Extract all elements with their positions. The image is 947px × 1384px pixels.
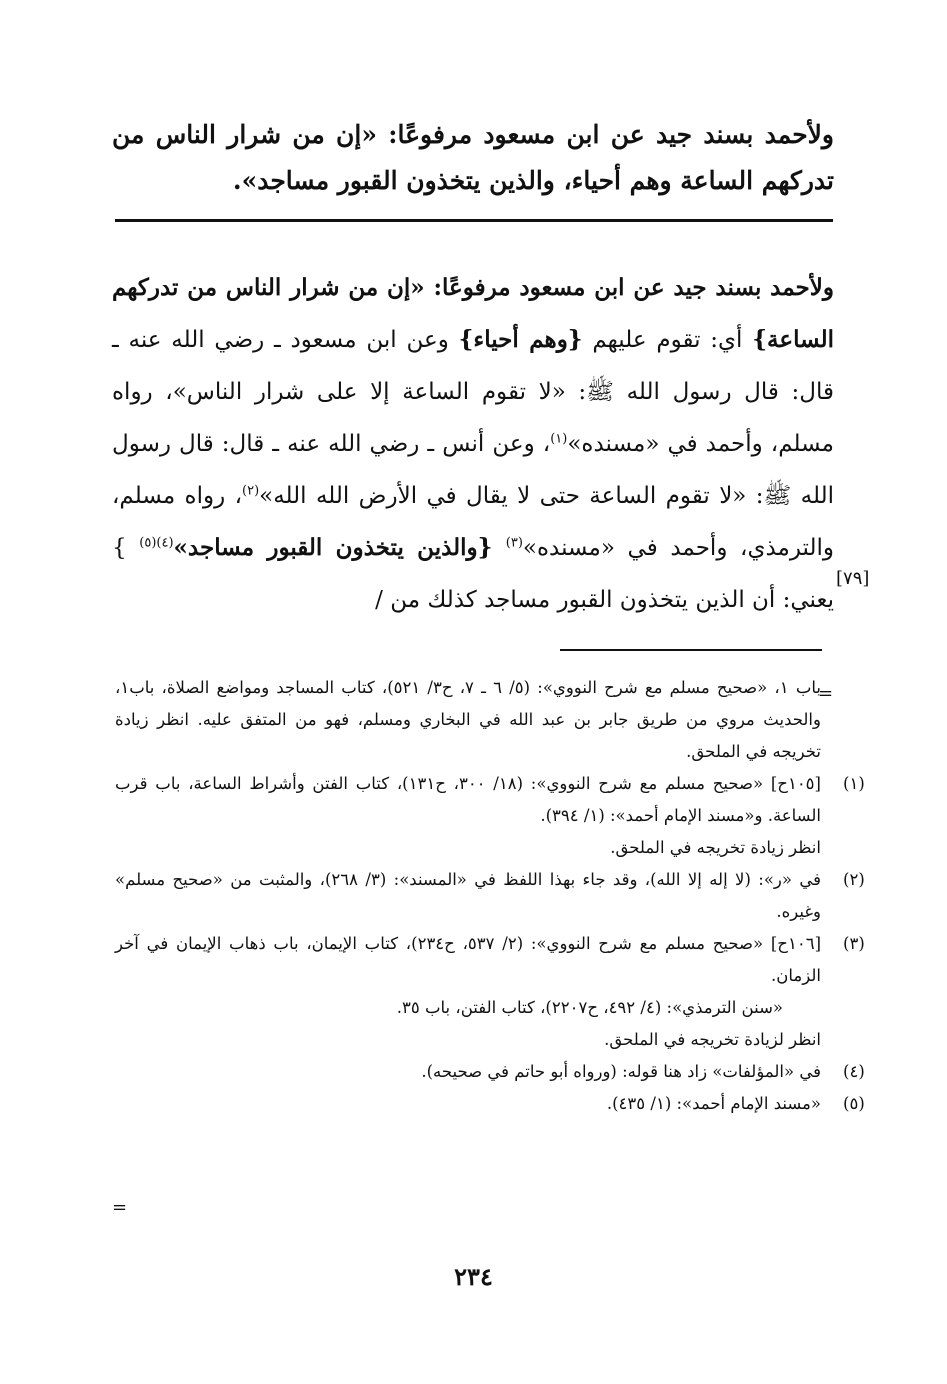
matn-phrase: {والذين يتخذون القبور مساجد» xyxy=(173,534,506,561)
footnote-text: في «المؤلفات» زاد هنا قوله: (ورواه أبو حاتم في صحيحه). xyxy=(421,1062,821,1081)
manuscript-folio-ref: [٧٩] xyxy=(836,568,870,589)
footnote-text: «سنن الترمذي»: (٤/ ٤٩٢، ح٢٢٠٧)، كتاب الفتن، باب ٣٥. xyxy=(396,998,783,1017)
footnote-text: انظر لزيادة تخريجه في الملحق. xyxy=(604,1030,821,1049)
commentary-text: أي: تقوم عليهم xyxy=(582,327,753,353)
footnote-ref[interactable]: (٤)(٥) xyxy=(139,535,174,551)
footnote-ref[interactable]: (٢) xyxy=(242,483,260,499)
footnote-text: [١٠٥ح] «صحيح مسلم مع شرح النووي»: (١٨/ ٣٠٠، ح١٣١)، كتاب الفتن وأشراط الساعة، باب قرب الساعة. و«مسند الإمام أحمد»: (١/ ٣٩٤). xyxy=(115,774,821,825)
footnote-1 xyxy=(115,768,865,864)
header-divider xyxy=(115,219,833,222)
footnote-4 xyxy=(115,1056,865,1088)
footnote-text: «مسند الإمام أحمد»: (١/ ٤٣٥). xyxy=(606,1094,821,1113)
continuation-mark-end: = xyxy=(112,1197,128,1218)
footnote-ref[interactable]: (١) xyxy=(550,431,568,447)
commentary-paragraph xyxy=(112,262,834,626)
continuation-mark: = xyxy=(818,683,834,704)
footnote-text: في «ر»: (لا إله إلا الله)، وقد جاء بهذا اللفظ في «المسند»: (٣/ ٢٦٨)، والمثبت من «صحيح مسلم» وغيره. xyxy=(115,870,821,921)
footnote-5 xyxy=(115,1088,865,1120)
footnote-number: (٥) xyxy=(843,1094,865,1113)
page-number: ٢٣٤ xyxy=(454,1262,493,1291)
footnote-number: (٣) xyxy=(843,934,865,953)
footnote-continuation xyxy=(115,672,821,768)
matn-phrase: {وهم أحياء} xyxy=(458,326,583,353)
footnote-number: (٢) xyxy=(843,870,865,889)
footnote-3 xyxy=(115,928,865,1056)
footnote-text: باب ١، «صحيح مسلم مع شرح النووي»: (٥/ ٦ ـ ٧، ح٣/ ٥٢١)، كتاب المساجد ومواضع الصلاة، باب١، والحديث مروي من طريق جابر بن عبد الله في البخاري ومسلم، فهو من المتفق عليه. انظر زيادة تخريجه في الملحق. xyxy=(115,678,821,761)
footnote-ref[interactable]: (٣) xyxy=(505,535,523,551)
commentary-text: وعن ابن مسعود ـ رضي الله عنه ـ قال: قال رسول الله ﷺ: «لا تقوم الساعة إلا على شرار الناس»، رواه مسلم، وأحمد في «مسنده» xyxy=(112,327,834,457)
footnotes-section xyxy=(115,672,865,1120)
footnote-text: [١٠٦ح] «صحيح مسلم مع شرح النووي»: (٢/ ٥٣٧، ح٢٣٤)، كتاب الإيمان، باب ذهاب الإيمان في آخر الزمان. xyxy=(115,934,821,985)
footnote-2 xyxy=(115,864,865,928)
commentary-text: ، رواه مسلم، والترمذي، وأحمد في «مسنده» xyxy=(112,483,834,561)
commentary-text: ، وعن أنس ـ رضي الله عنه ـ قال: قال رسول الله ﷺ: «لا تقوم الساعة حتى لا يقال في الأرض الله الله» xyxy=(112,431,834,509)
matn-opening: ولأحمد بسند جيد عن ابن مسعود مرفوعًا: «إن من شرار الناس من تدركهم الساعة} xyxy=(112,274,835,353)
footnote-number: (٤) xyxy=(843,1062,865,1081)
footnote-number: (١) xyxy=(843,774,865,793)
footnote-divider xyxy=(560,649,822,651)
header-quote: ولأحمد بسند جيد عن ابن مسعود مرفوعًا: «إن من شرار الناس من تدركهم الساعة وهم أحياء، والذين يتخذون القبور مساجد». xyxy=(112,120,834,195)
commentary-text: } يعني: أن الذين يتخذون القبور مساجد كذلك من / xyxy=(112,535,834,613)
footnote-text: انظر زيادة تخريجه في الملحق. xyxy=(610,838,821,857)
